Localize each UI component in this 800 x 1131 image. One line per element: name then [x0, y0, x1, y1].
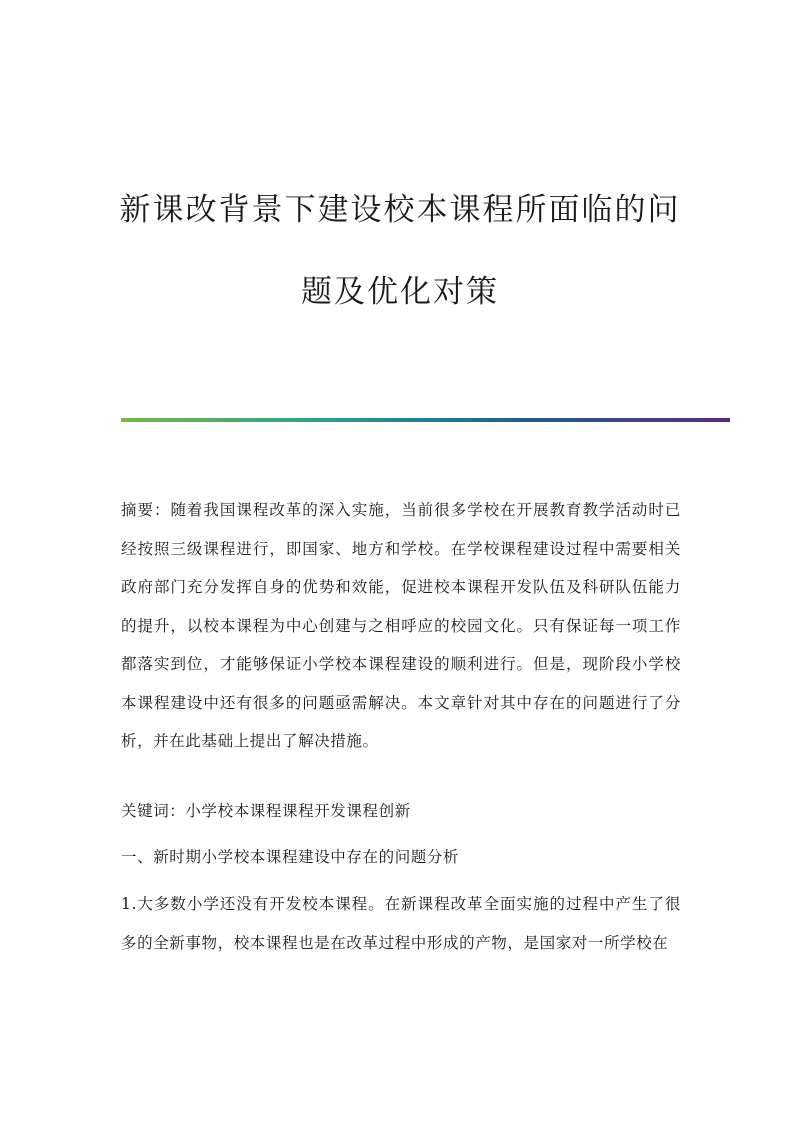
abstract-paragraph: 摘要：随着我国课程改革的深入实施，当前很多学校在开展教育教学活动时已经按照三级课程进行，即国家、地方和学校。在学校课程建设过程中需要相关政府部门充分发挥自身的优势和效能，促进校本课程开发队伍及科研队伍能力的提升，以校本课程为中心创建与之相呼应的校园文化。只有保证每一项工作都落实到位，才能够保证小学校本课程建设的顺利进行。但是，现阶段小学校本课程建设中还有很多的问题亟需解决。本文章针对其中存在的问题进行了分析，并在此基础上提出了解决措施。: [121, 501, 681, 750]
section-heading: 一、新时期小学校本课程建设中存在的问题分析: [121, 848, 460, 866]
title-divider: [121, 418, 730, 422]
document-title-line-2: 题及优化对策: [301, 274, 499, 310]
body-paragraph-1: 1.大多数小学还没有开发校本课程。在新课程改革全面实施的过程中产生了很多的全新事物，校本课程也是在改革过程中形成的产物，是国家对一所学校在: [121, 895, 681, 952]
keywords-line: 关键词：小学校本课程课程开发课程创新: [121, 802, 411, 820]
document-title-line-1: 新课改背景下建设校本课程所面临的问: [119, 192, 681, 228]
